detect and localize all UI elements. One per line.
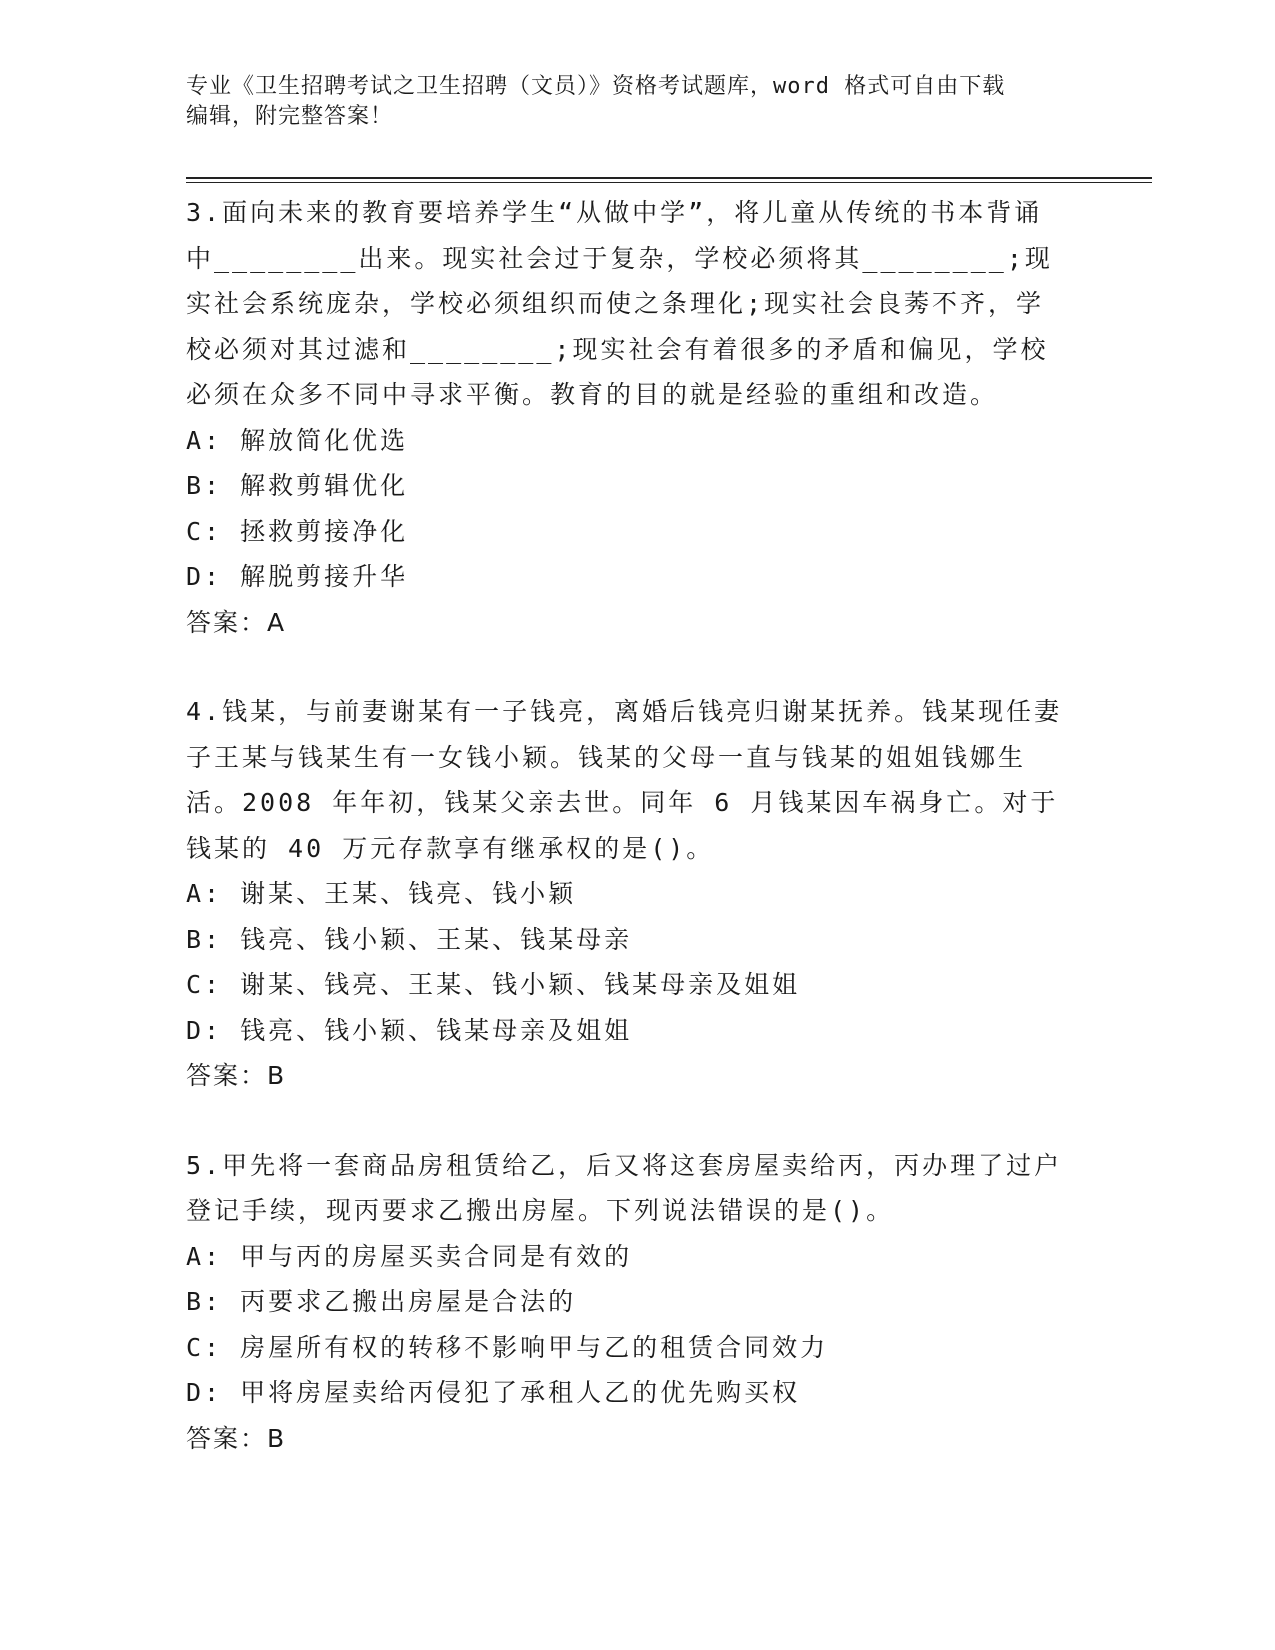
option-d: D: 解脱剪接升华 bbox=[186, 562, 409, 591]
option-a: A: 解放简化优选 bbox=[186, 425, 409, 455]
header-line-1: 专业《卫生招聘考试之卫生招聘（文员）》资格考试题库，word 格式可自由下载 bbox=[186, 74, 1006, 99]
question-stem: 3.面向未来的教育要培养学生“从做中学”，将儿童从传统的书本背诵中________出来。现实社会过于复杂，学校必须将其________;现实社会系统庞杂，学校必须组织而使之条理化;现实社会良莠不齐，学校必须对其过滤和________;现实社会有着很多的矛盾和偏见，学校必须在众多不同中寻求平衡。教育的目的就是经验的重组和改造。 bbox=[186, 198, 1053, 409]
question-list bbox=[186, 190, 1066, 1461]
option-b: B: 解救剪辑优化 bbox=[186, 471, 409, 500]
option-a: A: 甲与丙的房屋买卖合同是有效的 bbox=[186, 1241, 633, 1271]
option-c: C: 房屋所有权的转移不影响甲与乙的租赁合同效力 bbox=[186, 1332, 829, 1362]
answer-label: 答案：B bbox=[186, 1423, 287, 1453]
header-line-2: 编辑，附完整答案！ bbox=[186, 104, 394, 129]
option-d: D: 钱亮、钱小颖、钱某母亲及姐姐 bbox=[186, 1015, 633, 1045]
document-header bbox=[186, 72, 1066, 132]
option-b: B: 钱亮、钱小颖、王某、钱某母亲 bbox=[186, 924, 633, 954]
header-divider-thin bbox=[186, 182, 1152, 183]
question-stem: 4.钱某，与前妻谢某有一子钱亮，离婚后钱亮归谢某抚养。钱某现任妻子王某与钱某生有一女钱小颖。钱某的父母一直与钱某的姐姐钱娜生活。2008 年年初，钱某父亲去世。同年 6 月钱某因车祸身亡。对于钱某的 40 万元存款享有继承权的是()。 bbox=[186, 697, 1063, 863]
option-b: B: 丙要求乙搬出房屋是合法的 bbox=[186, 1287, 577, 1316]
question-4 bbox=[186, 689, 1066, 1099]
answer-label: 答案：A bbox=[186, 607, 287, 637]
option-c: C: 谢某、钱亮、王某、钱小颖、钱某母亲及姐姐 bbox=[186, 970, 801, 999]
question-stem: 5.甲先将一套商品房租赁给乙，后又将这套房屋卖给丙，丙办理了过户登记手续，现丙要求乙搬出房屋。下列说法错误的是()。 bbox=[186, 1150, 1063, 1225]
question-3 bbox=[186, 190, 1066, 645]
header-divider bbox=[186, 177, 1152, 179]
option-a: A: 谢某、王某、钱亮、钱小颖 bbox=[186, 879, 577, 908]
option-c: C: 拯救剪接净化 bbox=[186, 516, 409, 546]
answer-label: 答案：B bbox=[186, 1061, 287, 1090]
question-5 bbox=[186, 1143, 1066, 1462]
option-d: D: 甲将房屋卖给丙侵犯了承租人乙的优先购买权 bbox=[186, 1378, 801, 1407]
